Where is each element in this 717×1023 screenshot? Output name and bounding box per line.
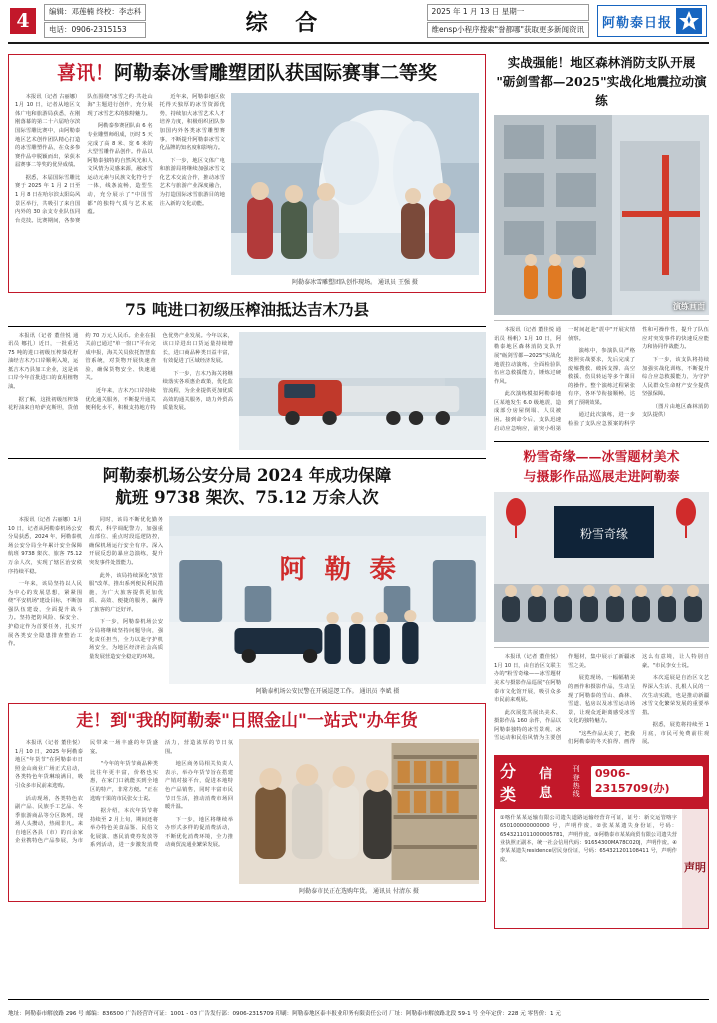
article-r1-p3: 通过此次演练，进一步检验了支队应急预案的科学性和可操作性，提升了队伍应对突发事件的快速反应能力和协同作战能力。 [568, 327, 709, 428]
article-r1-headline-line1: 实战强能！地区森林消防支队开展 [507, 55, 696, 70]
masthead-date: 2025 年 1 月 13 日 星期一 [427, 4, 589, 21]
section-title: 综 合 [245, 9, 328, 36]
article-2-body [8, 332, 233, 415]
article-4-p5: 下一步，地区将继续举办形式多样的促消费活动，不断优化消费环境，全力推动商贸流通业繁荣发展。 [165, 816, 233, 849]
svg-text:泰: 泰 [369, 554, 397, 586]
article-1-photo [231, 93, 479, 275]
classified-hotline-label: 刊登 热线 [572, 765, 580, 799]
article-r2-p4: 本次巡展是自治区文艺界深入生活、扎根人民的一次生动实践，也是推动新疆冰雪文化繁荣发展的重要举措。 [642, 675, 709, 716]
article-r1-photo-caption: 演练画面 [673, 302, 705, 312]
article-2-p2: 近年来，吉木乃口岸持续优化通关服务，不断提升通关便利化水平，积极支持地方特色优势产业发展。今年以来，该口岸进出口货运量持续增长，进口商品种类日益丰富，有效促进了区域经济发展。 [85, 332, 233, 412]
masthead-editor-line: 编辑：邓莲楠 终校：李志科 [44, 4, 146, 20]
svg-text:粉雪奇缘: 粉雪奇缘 [579, 527, 629, 542]
article-r1-p4: 下一步，该支队将持续加强实战化训练，不断提升综合应急救援能力，为守护人民群众生命财产安全提供坚强保障。 [642, 356, 709, 398]
article-3-p3: 此外，该局持续深化"放管服"改革，推出系列便民利民措施，为广大旅客提供更加优质、高效、便捷的服务，赢得了旅客的广泛好评。 [89, 572, 163, 613]
article-3-headline [8, 465, 486, 510]
classified-phone[interactable]: 0906-2315709(办) [591, 766, 703, 797]
article-r1-p5: （图片由地区森林消防支队提供） [642, 403, 709, 419]
right-column [494, 50, 709, 982]
article-4-photo [239, 739, 479, 884]
page-footer [8, 999, 709, 1023]
article-4-title: 走！到"我的阿勒泰"日照金山"一站式"办年货 [76, 711, 418, 732]
article-r2-headline-line1: 粉雪奇缘——冰雪题材美术 [523, 450, 680, 466]
masthead-phone-line: 电话：0906-2315153 [44, 22, 146, 38]
article-4-p3: 据介绍，本次年货节将持续至 2 月上旬，期间还将举办特色美食品鉴、民俗文化展演、惠民消费券发放等系列活动，进一步激发消费活力，营造浓厚的节日氛围。 [90, 740, 233, 849]
article-r2-p1: 此次展览共展出美术、摄影作品 160 余件，作品以阿勒泰独特的冰雪景观、冰雪运动和民俗风情为主要创作题材，集中展示了新疆冰雪之美。 [494, 654, 635, 742]
article-4-p4: 地区商务局相关负责人表示，举办年货节旨在搭建产销对接平台，促进本地特色产品销售，同时丰富市民节日生活，推动消费市场回暖升温。 [165, 761, 233, 811]
article-3-p4: 下一步，阿勒泰机场公安分局将继续坚持问题导向，强化责任担当，全力以赴守护机场安全，为地区经济社会高质量发展营造安全稳定的环境。 [89, 619, 163, 660]
article-4-p0: 本报讯（记者 董佳悦）1月 10 日，2025 年阿勒泰地区"年货节"在阿勒泰市日照金山商业广场正式启动，各类特色年货琳琅满目，吸引众多市民前来选购。 [15, 740, 83, 789]
article-4-body [15, 739, 233, 850]
left-column-group [8, 50, 486, 982]
article-4-headline [15, 710, 479, 733]
logo-text: 阿勒泰日报 [601, 15, 672, 31]
article-3-p2: 同时，该局不断优化勤务模式，科学调配警力，加强重点部位、重点时段巡逻防控，确保机场运行安全有序。深入开展反恐防暴应急演练，提升突发事件处置能力。 [89, 517, 163, 566]
masthead [8, 0, 709, 44]
article-4-p2: "今年的年货节商品种类比往年更丰富，价格也实惠，在家门口就能买到全地区的特产，非常方便。"正在选购干果的市民张女士说。 [90, 761, 158, 802]
article-ice-sculpture [8, 54, 486, 293]
article-2-headline: 75 吨进口初级压榨油抵达吉木乃县 [125, 299, 369, 319]
page-body [8, 50, 709, 982]
classified-body [494, 809, 709, 929]
article-fire-drill [494, 54, 709, 433]
article-r2-headline [494, 448, 709, 487]
article-2-p1: 据了解，这批初级压榨葵花籽油来自哈萨克斯坦，货值约 70 万元人民币。企业在报关前已通过"单一窗口"平台完成申报，海关关员依托智慧监管系统，对货物开展快速查验，确保货物安全、快速通关。 [8, 332, 156, 412]
article-r2-p3: "这些作品太美了，把我们阿勒泰的冬天拍得、画得这么有意境，让人特别自豪。"市民李女士说。 [568, 654, 709, 746]
logo-mark-icon [676, 8, 702, 34]
article-r2-p0: 本报讯（记者 董佳悦）1月 10 日，由自治区文联主办的"粉雪奇缘——冰雪题材美术与摄影作品巡展"在阿勒泰市文化馆开展，吸引众多市民前来观展。 [494, 654, 561, 704]
article-3-p0: 本报讯（记者 古丽娜）1月 10 日，记者从阿勒泰机场公安分局获悉，2024 年，阿勒泰机场公安分局全年累计安全保障航班 9738 架次、旅客 75.12 万余人次，实现了辖区治安秩序持续平稳。 [8, 517, 82, 575]
classified-text: ①喀什某某运输有限公司遗失道路运输经营许可证，证号：新交运管喀字 650100000000000 号，声明作废。②张某某遗失身份证，号码：6543211011000005781，声明作废。③阿勒泰市某某商贸有限公司遗失营业执照正副本，统一社会信用代码：91654300MA78C020J，声明作废。④李某某遗失residence居民身份证，号码：654321201108411 号，声明作废。 [500, 814, 677, 863]
article-1-headline [15, 61, 479, 87]
article-airport-police [8, 458, 486, 696]
article-2-p3: 下一步，吉木乃海关将继续落实各项惠企政策，优化监管流程，为企业提供更加优质高效的通关服务，助力外贸高质量发展。 [162, 370, 233, 412]
article-snow-art-exhibition [494, 441, 709, 747]
article-3-body [8, 516, 163, 661]
svg-text:勒: 勒 [324, 554, 352, 586]
classified-section [494, 755, 709, 929]
article-1-p0: 本报讯（记者 古丽娜）1月 10 日，记者从地区文体广电和旅游局获悉，在刚刚落幕的第二十六届哈尔滨国际雪雕比赛中，由阿勒泰地区艺术创作团队精心打造的冰雪雕塑作品，在众多参赛作品中脱颖而出，荣获本届赛事二等奖的优异成绩。 [15, 93, 81, 169]
page-number: 4 [10, 8, 36, 34]
article-new-year-goods [8, 703, 486, 902]
classified-title: 分类 [500, 761, 519, 804]
article-3-p1: 一年来，该局坚持以人民为中心的发展思想，紧紧围绕"平安机场"建设目标，不断加强队伍建设，全面提升战斗力。坚持把防风险、保安全、护稳定作为首要任务，扎实开展各类安全隐患排查整治工作。 [8, 581, 82, 648]
masthead-wechat-note: 维ensp小程序搜索"誉都哪"获取更多新闻资讯 [427, 22, 589, 39]
classified-header [494, 755, 709, 809]
article-1-p3: 近年来，阿勒泰地区依托得天独厚的冰雪资源优势，持续加大冰雪艺术人才培养力度，积极组织团队参加国内外各类冰雪雕塑赛事，不断提升阿勒泰冰雪文化品牌的知名度和影响力。 [159, 93, 225, 152]
article-r2-body [494, 653, 709, 747]
article-1-p1: 据悉，本届国际雪雕比赛于 2025 年 1 月 2 日至 1 月 8 日在哈尔滨太阳岛风景区举行，共吸引了来自国内外的 30 余支专业队伍同台竞技。比赛期间，各参赛队伍围绕"冰雪之约·共赴山海"主题进行创作，充分展现了冰雪艺术的独特魅力。 [15, 93, 153, 224]
article-r1-p2: 演练中，参演队员严格按照实战要求，先后完成了废墟搜救、破拆支撑、高空救援、伤员转运等多个课目的操作。整个演练过程紧张有序，各环节衔接顺畅，达到了预期效果。 [568, 348, 635, 406]
masthead-meta-right [427, 3, 589, 40]
article-r1-headline [494, 54, 709, 110]
article-1-caption: 阿勒泰冰雪雕塑团队创作现场。 通讯员 王强 摄 [292, 278, 418, 286]
classified-side-label: 声明 [682, 809, 708, 928]
svg-text:阿: 阿 [279, 554, 307, 586]
article-3-photo [169, 516, 486, 684]
article-r2-p5: 据悉，展览将持续至 1 月底，市民可免费前往观展。 [642, 722, 709, 746]
article-r2-p2: 展览现场，一幅幅精美的画作和摄影作品，生动呈现了阿勒泰的雪山、森林、雪道、毡房以及冰雪运动场景，让观众近距离感受冰雪文化的独特魅力。 [568, 675, 635, 725]
article-r2-photo [494, 492, 709, 642]
classified-subtitle: 信息 [539, 766, 555, 801]
article-3-headline-line2: 航班 9738 架次、75.12 万余人次 [115, 487, 379, 507]
newspaper-logo [597, 5, 707, 37]
article-r1-photo [494, 115, 709, 315]
article-4-p1: 活动现场，各类特色农副产品、民族手工艺品、冬季旅游商品等分区陈列，现场人头攒动，热闹非凡。来自地区各县（市）的百余家企业携特色产品参展，为市民带来一场丰盛的年货盛宴。 [15, 740, 158, 845]
article-r1-headline-line2: "砺剑雪都—2025"实战化地震拉动演练 [496, 73, 707, 108]
article-1-p4: 下一步，地区文体广电和旅游局将继续加强冰雪文化艺术交流合作，推动冰雪艺术与旅游产业深度融合，为打造国际冰雪旅游目的地注入新的文化动能。 [159, 157, 225, 207]
footer-imprint: 地址：阿勒泰市解放路 296 号 邮编：836500 广告经营许可证：1001 - 03 广告发行部：0906-2315709 印刷：阿勒泰地区泰丰报业印务有限责任公司 厂址：阿勒泰市解放路北段 59-1 号 全年定价：228 元 零售价：1 元 [8, 1011, 561, 1017]
article-1-p2: 阿勒泰参赛团队由 6 名专业雕塑师组成，历时 5 天完成了高 8 米、宽 6 米的大型雪雕作品创作。作品以阿勒泰独特的自然风光和人文风情为灵感来源，融冰雪运动元素与民族文化符号于一体，线条流畅，造型生动，充分展示了"中国雪都"的独特气质与艺术底蕴。 [87, 123, 153, 216]
article-r1-p1: 此次演练模拟阿勒泰地区某地发生 6.0 级地震，造成部分房屋倒塌、人员被困。接到命令后，支队迅速启动应急响应，前突小组第一时间赶赴"震中"开展灾情侦察。 [494, 327, 635, 432]
article-3-caption: 阿勒泰机场公安民警在开展巡逻工作。 通讯员 李斌 摄 [255, 688, 400, 696]
article-r2-headline-line2: 与摄影作品巡展走进阿勒泰 [523, 469, 680, 485]
article-4-caption: 阿勒泰市民正在选购年货。 通讯员 付清东 摄 [299, 888, 419, 896]
article-1-title: 阿勒泰冰雪雕塑团队获国际赛事二等奖 [114, 62, 438, 84]
article-2-p0: 本报讯（记者 董佳悦 通讯员 娜扎）近日，一批重达 75 吨的进口初级压榨葵花籽油经吉木乃口岸顺利入境，运抵吉木乃县加工企业，这是该口岸今年首批进口的食用植物油。 [8, 332, 79, 391]
article-2-photo [239, 332, 486, 450]
article-3-headline-line1: 阿勒泰机场公安分局 2024 年成功保障 [102, 465, 392, 485]
article-r1-p0: 本报讯（记者 董佳悦 通讯员 杨帆）1月 10 日，阿勒泰地区森林消防支队开展"砺剑雪都—2025"实战化地震拉动演练，全面检验队伍应急救援能力，锤炼过硬作风。 [494, 327, 561, 385]
article-1-kicker: 喜讯！ [56, 62, 114, 84]
masthead-meta-left [44, 3, 146, 39]
article-r1-body [494, 326, 709, 433]
article-1-body [15, 93, 225, 226]
article-oil-import [8, 300, 486, 450]
